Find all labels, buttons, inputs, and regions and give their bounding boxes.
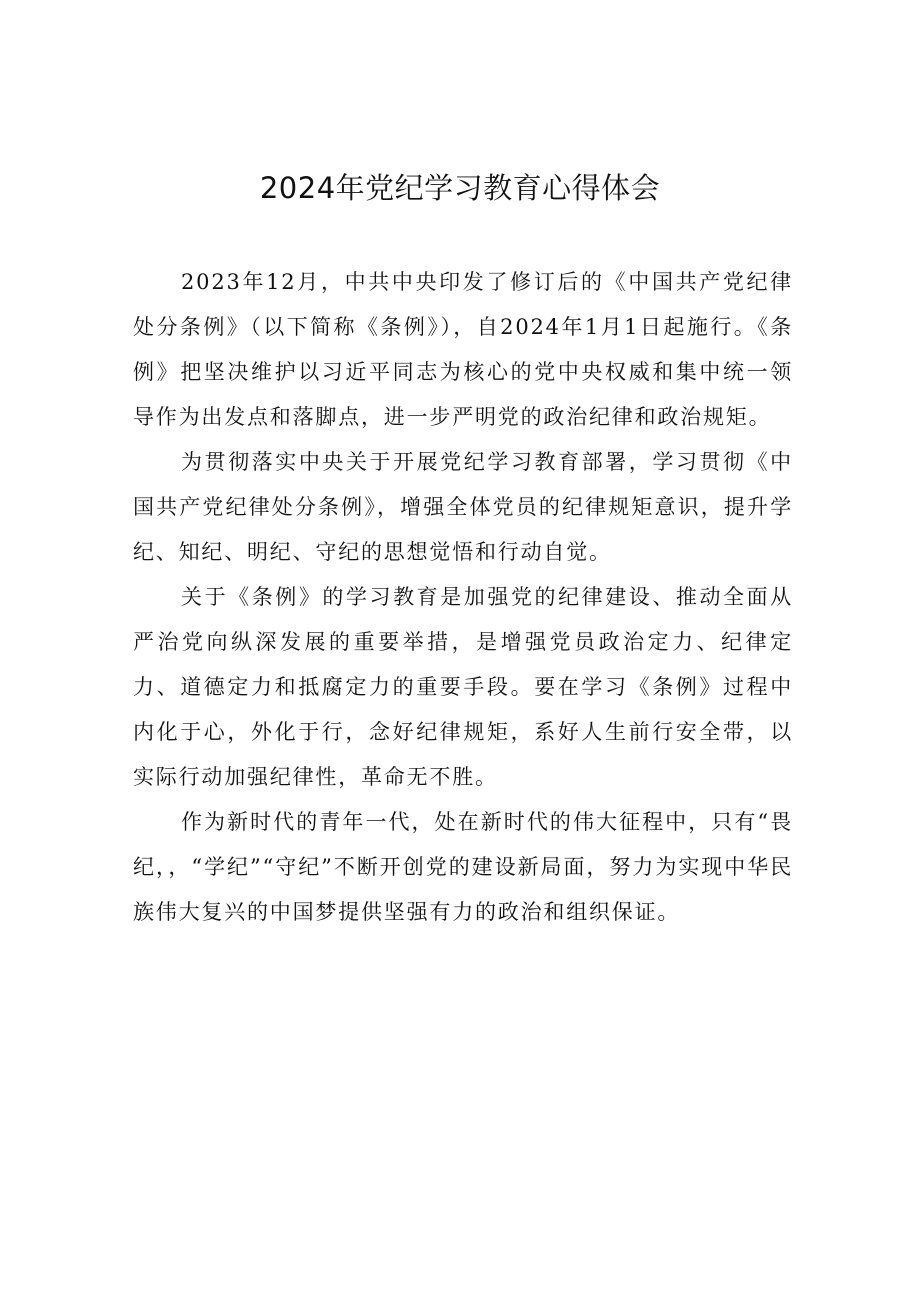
document-body — [133, 260, 793, 935]
paragraph-1: 2023年12月，中共中央印发了修订后的《中国共产党纪律处分条例》（以下简称《条例》），自2024年1月1日起施行。《条例》把坚决维护以习近平同志为核心的党中央权威和集中统一领导作为出发点和落脚点，进一步严明党的政治纪律和政治规矩。 — [133, 270, 793, 429]
paragraph-2: 为贯彻落实中央关于开展党纪学习教育部署，学习贯彻《中国共产党纪律处分条例》，增强全体党员的纪律规矩意识，提升学纪、知纪、明纪、守纪的思想觉悟和行动自觉。 — [133, 450, 793, 564]
paragraph-4: 作为新时代的青年一代，处在新时代的伟大征程中，只有“畏纪，，“学纪”“守纪”不断开创党的建设新局面，努力为实现中华民族伟大复兴的中国梦提供坚强有力的政治和组织保证。 — [133, 810, 793, 924]
document-title: 2024年党纪学习教育心得体会 — [259, 171, 661, 205]
paragraph-3: 关于《条例》的学习教育是加强党的纪律建设、推动全面从严治党向纵深发展的重要举措，是增强党员政治定力、纪律定力、道德定力和抵腐定力的重要手段。要在学习《条例》过程中内化于心，外化于行，念好纪律规矩，系好人生前行安全带，以实际行动加强纪律性，革命无不胜。 — [133, 585, 793, 789]
